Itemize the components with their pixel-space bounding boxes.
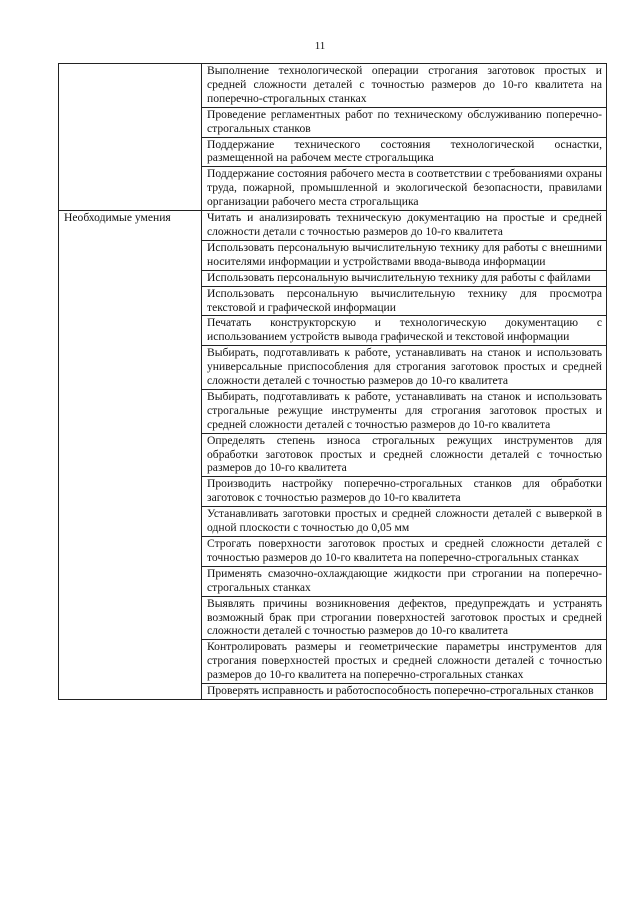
requirement-text-cell: Выполнение технологической операции строгания заготовок простых и средней сложности деталей с точностью размеров до 10-го квалитета на поперечно-строгальных станках bbox=[202, 64, 607, 108]
requirement-text-cell: Выявлять причины возникновения дефектов, предупреждать и устранять возможный брак при строгании поверхностей заготовок простых и средней сложности деталей с точностью размеров до 10-го квалитета bbox=[202, 596, 607, 640]
requirement-text-cell: Производить настройку поперечно-строгальных станков для обработки заготовок с точностью размеров до 10-го квалитета bbox=[202, 477, 607, 507]
requirement-text-cell: Проверять исправность и работоспособность поперечно-строгальных станков bbox=[202, 684, 607, 700]
requirement-text-cell: Выбирать, подготавливать к работе, устанавливать на станок и использовать строгальные режущие инструменты для строгания заготовок простых и средней сложности деталей с точностью размеров до 10-го квалитета bbox=[202, 389, 607, 433]
requirement-text-cell: Печатать конструкторскую и технологическую документацию с использованием устройств вывода графической и текстовой информации bbox=[202, 316, 607, 346]
table-row bbox=[59, 64, 607, 108]
requirement-text-cell: Контролировать размеры и геометрические параметры инструментов для строгания поверхностей простых и средней сложности деталей с точностью размеров до 10-го квалитета на поперечно-строгальных станках bbox=[202, 640, 607, 684]
requirement-text-cell: Использовать персональную вычислительную технику для просмотра текстовой и графической информации bbox=[202, 286, 607, 316]
requirement-text-cell: Выбирать, подготавливать к работе, устанавливать на станок и использовать универсальные приспособления для строгания заготовок простых и средней сложности деталей с точностью размеров до 10-го квалитета bbox=[202, 346, 607, 390]
requirements-table bbox=[58, 63, 607, 700]
row-label-cell bbox=[59, 64, 202, 211]
table-body bbox=[59, 64, 607, 700]
row-label-cell: Необходимые умения bbox=[59, 211, 202, 700]
table-row bbox=[59, 211, 607, 241]
requirement-text-cell: Поддержание технического состояния технологической оснастки, размещенной на рабочем месте строгальщика bbox=[202, 137, 607, 167]
page-number: 11 bbox=[314, 40, 326, 52]
requirement-text-cell: Использовать персональную вычислительную технику для работы с внешними носителями информации и устройствами ввода-вывода информации bbox=[202, 240, 607, 270]
requirement-text-cell: Поддержание состояния рабочего места в соответствии с требованиями охраны труда, пожарной, промышленной и экологической безопасности, правилами организации рабочего места строгальщика bbox=[202, 167, 607, 211]
requirement-text-cell: Проведение регламентных работ по техническому обслуживанию поперечно-строгальных станков bbox=[202, 107, 607, 137]
requirement-text-cell: Строгать поверхности заготовок простых и средней сложности деталей с точностью размеров до 10-го квалитета на поперечно-строгальных станках bbox=[202, 537, 607, 567]
requirement-text-cell: Определять степень износа строгальных режущих инструментов для обработки заготовок простых и средней сложности деталей с точностью размеров до 10-го квалитета bbox=[202, 433, 607, 477]
requirement-text-cell: Применять смазочно-охлаждающие жидкости при строгании на поперечно-строгальных станках bbox=[202, 566, 607, 596]
requirement-text-cell: Использовать персональную вычислительную технику для работы с файлами bbox=[202, 270, 607, 286]
requirement-text-cell: Устанавливать заготовки простых и средней сложности деталей с выверкой в одной плоскости с точностью до 0,05 мм bbox=[202, 507, 607, 537]
requirement-text-cell: Читать и анализировать техническую документацию на простые и средней сложности детали с точностью размеров до 10-го квалитета bbox=[202, 211, 607, 241]
